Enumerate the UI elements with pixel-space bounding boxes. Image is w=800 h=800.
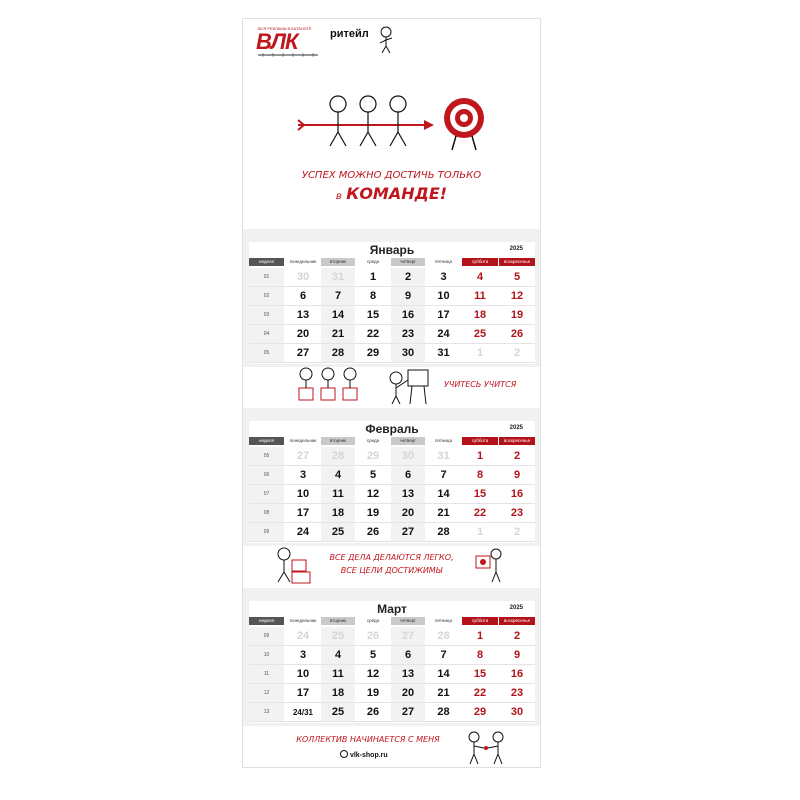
day-cell: 16 (510, 668, 524, 680)
day-cell: 24 (296, 526, 310, 538)
weekday-header: воскресенье (499, 617, 535, 625)
week-number: 05 (249, 344, 284, 363)
day-cell: 10 (296, 488, 310, 500)
weekday-header: понедельник (286, 437, 320, 445)
year-label: 2025 (509, 605, 523, 611)
week-number: 02 (249, 287, 284, 306)
week-number: 08 (249, 504, 284, 523)
week-number: 06 (249, 466, 284, 485)
day-cell: 28 (321, 447, 355, 466)
day-cell: 17 (296, 507, 310, 519)
day-cell: 27 (296, 450, 310, 462)
week-number: 07 (249, 485, 284, 504)
week-number: 10 (249, 646, 284, 665)
day-cell: 2 (391, 268, 425, 287)
weekday-header: пятница (426, 617, 461, 625)
day-cell: 5 (369, 469, 377, 481)
day-cell: 22 (473, 687, 487, 699)
day-cell: 2 (513, 347, 521, 359)
day-cell: 1 (476, 630, 484, 642)
month-february (249, 421, 535, 543)
weekday-header: воскресенье (499, 258, 535, 266)
day-cell: 27 (296, 347, 310, 359)
day-cell: 31 (437, 450, 450, 462)
day-cell: 9 (513, 649, 521, 661)
day-cell: 10 (296, 668, 310, 680)
day-cell: 29 (473, 706, 487, 718)
day-cell: 6 (391, 646, 425, 665)
day-cell: 10 (437, 290, 450, 302)
month-january (249, 242, 535, 364)
globe-icon (340, 750, 348, 758)
day-cell: 21 (437, 687, 450, 699)
day-cell: 19 (366, 687, 380, 699)
brand-logo (256, 26, 326, 56)
weekday-header: четверг (391, 617, 425, 625)
week-number: 09 (249, 627, 284, 646)
weekday-header: понедельник (286, 617, 320, 625)
day-cell: 5 (369, 649, 377, 661)
weekday-header: среда (356, 258, 390, 266)
day-cell: 1 (476, 347, 484, 359)
day-cell: 30 (391, 344, 425, 363)
day-cell: 20 (296, 328, 310, 340)
week-number: 03 (249, 306, 284, 325)
stick-figure-icon (378, 26, 394, 54)
weekday-header: вторник (321, 437, 355, 445)
day-cell: 4 (476, 271, 484, 283)
day-cell: 14 (437, 488, 450, 500)
day-cell: 17 (296, 687, 310, 699)
day-cell: 8 (476, 469, 484, 481)
day-cell: 5 (513, 271, 521, 283)
team-arrow-illustration (296, 94, 496, 154)
target-icon (444, 98, 484, 150)
slogan-top-main: КОМАНДЕ! (346, 184, 448, 203)
year-label: 2025 (509, 246, 523, 252)
ruler-line-icon (258, 53, 318, 57)
presenter-illustration (474, 546, 504, 586)
month-title: Февраль (365, 422, 419, 436)
day-cell: 1 (476, 526, 484, 538)
day-cell: 24 (296, 630, 310, 642)
weekday-header: четверг (391, 258, 425, 266)
slogan-strip2-line1: ВСЕ ДЕЛА ДЕЛАЮТСЯ ЛЕГКО, (329, 553, 454, 562)
weekday-header: среда (356, 617, 390, 625)
day-cell: 15 (473, 488, 487, 500)
day-cell: 13 (296, 309, 310, 321)
day-cell: 30 (510, 706, 524, 718)
day-cell: 27 (391, 703, 425, 722)
day-cell: 27 (391, 523, 425, 542)
weekday-header: среда (356, 437, 390, 445)
day-cell: 16 (391, 306, 425, 325)
day-cell: 11 (321, 665, 355, 684)
day-cell: 8 (476, 649, 484, 661)
day-cell: 2 (513, 630, 521, 642)
day-cell: 7 (440, 649, 447, 661)
week-number: 05 (249, 447, 284, 466)
slogan-strip1: УЧИТЕСЬ УЧИТСЯ (444, 380, 517, 389)
slogan-top-line1: УСПЕХ МОЖНО ДОСТИЧЬ ТОЛЬКО (301, 170, 482, 181)
day-cell: 7 (321, 287, 355, 306)
day-cell: 12 (366, 668, 380, 680)
week-number: 13 (249, 703, 284, 722)
day-cell: 26 (510, 328, 524, 340)
day-cell: 2 (513, 450, 521, 462)
day-cell: 16 (510, 488, 524, 500)
weekday-header: пятница (426, 437, 461, 445)
day-cell: 9 (513, 469, 521, 481)
day-cell: 22 (473, 507, 487, 519)
day-cell: 6 (391, 466, 425, 485)
weekday-header: вторник (321, 258, 355, 266)
day-cell: 21 (437, 507, 450, 519)
day-cell: 20 (391, 504, 425, 523)
website-link[interactable] (340, 750, 388, 759)
day-cell: 28 (321, 344, 355, 363)
weekday-header: четверг (391, 437, 425, 445)
day-cell: 25 (321, 703, 355, 722)
day-cell: 8 (369, 290, 377, 302)
day-cell: 23 (510, 507, 524, 519)
row-divider (249, 541, 535, 542)
day-cell: 3 (299, 649, 307, 661)
day-cell: 26 (366, 630, 380, 642)
month-title: Январь (369, 243, 415, 257)
day-cell: 11 (474, 290, 486, 302)
day-cell: 6 (299, 290, 307, 302)
day-cell: 18 (321, 504, 355, 523)
day-cell: 24/31 (292, 708, 314, 717)
day-cell: 28 (437, 706, 450, 718)
week-number: 09 (249, 523, 284, 542)
week-number: 11 (249, 665, 284, 684)
day-cell: 18 (321, 684, 355, 703)
day-cell: 15 (366, 309, 380, 321)
day-cell: 12 (366, 488, 380, 500)
day-cell: 19 (510, 309, 524, 321)
weekday-header: суббота (462, 437, 498, 445)
day-cell: 9 (391, 287, 425, 306)
website-text: vlk-shop.ru (349, 752, 388, 759)
day-cell: 2 (513, 526, 521, 538)
weekday-header: неделя (249, 258, 284, 266)
day-cell: 26 (366, 706, 380, 718)
teacher-board-illustration (386, 366, 430, 406)
weekday-header: неделя (249, 617, 284, 625)
weekday-header: суббота (462, 617, 498, 625)
month-march (249, 601, 535, 723)
day-cell: 30 (391, 447, 425, 466)
weekday-header: воскресенье (499, 437, 535, 445)
day-cell: 28 (437, 526, 450, 538)
day-cell: 18 (473, 309, 487, 321)
day-cell: 23 (510, 687, 524, 699)
day-cell: 1 (476, 450, 484, 462)
day-cell: 28 (437, 630, 450, 642)
week-number: 12 (249, 684, 284, 703)
day-cell: 26 (366, 526, 380, 538)
slogan-strip2-line2: ВСЕ ЦЕЛИ ДОСТИЖИМЫ (340, 566, 443, 575)
week-number: 04 (249, 325, 284, 344)
weekday-header: суббота (462, 258, 498, 266)
weekday-header: неделя (249, 437, 284, 445)
day-cell: 12 (510, 290, 524, 302)
day-cell: 19 (366, 507, 380, 519)
year-label: 2025 (509, 425, 523, 431)
day-cell: 4 (321, 646, 355, 665)
team-boxes-illustration (296, 366, 366, 406)
brand-tagline: ВСЯ РЕКЛАМА В КАТАЛОГЕ (258, 26, 312, 31)
slogan-top-prefix: в (335, 191, 342, 202)
week-number: 01 (249, 268, 284, 287)
day-cell: 23 (391, 325, 425, 344)
day-cell: 15 (473, 668, 487, 680)
day-cell: 25 (321, 523, 355, 542)
day-cell: 20 (391, 684, 425, 703)
day-cell: 31 (321, 268, 355, 287)
day-cell: 30 (296, 271, 310, 283)
day-cell: 11 (321, 485, 355, 504)
day-cell: 21 (321, 325, 355, 344)
day-cell: 29 (366, 347, 380, 359)
day-cell: 13 (391, 485, 425, 504)
weekday-header: понедельник (286, 258, 320, 266)
day-cell: 13 (391, 665, 425, 684)
day-cell: 22 (366, 328, 380, 340)
brand-logo-text: ВЛК (256, 29, 298, 54)
day-cell: 27 (391, 627, 425, 646)
weekday-header: вторник (321, 617, 355, 625)
day-cell: 25 (321, 627, 355, 646)
day-cell: 24 (437, 328, 450, 340)
day-cell: 17 (437, 309, 450, 321)
brand-suffix: ритейл (330, 28, 369, 40)
weekday-header: пятница (426, 258, 461, 266)
two-figures-illustration (464, 730, 508, 766)
month-title: Март (377, 602, 407, 616)
day-cell: 31 (437, 347, 450, 359)
day-cell: 25 (473, 328, 487, 340)
slogan-bottom: КОЛЛЕКТИВ НАЧИНАЕТСЯ С МЕНЯ (296, 735, 440, 744)
day-cell: 29 (366, 450, 380, 462)
row-divider (249, 721, 535, 722)
day-cell: 4 (321, 466, 355, 485)
slogan-top-line2 (243, 184, 540, 204)
day-cell: 14 (437, 668, 450, 680)
day-cell: 7 (440, 469, 447, 481)
row-divider (249, 362, 535, 363)
day-cell: 3 (299, 469, 307, 481)
day-cell: 3 (440, 271, 447, 283)
day-cell: 1 (369, 271, 377, 283)
day-cell: 14 (321, 306, 355, 325)
